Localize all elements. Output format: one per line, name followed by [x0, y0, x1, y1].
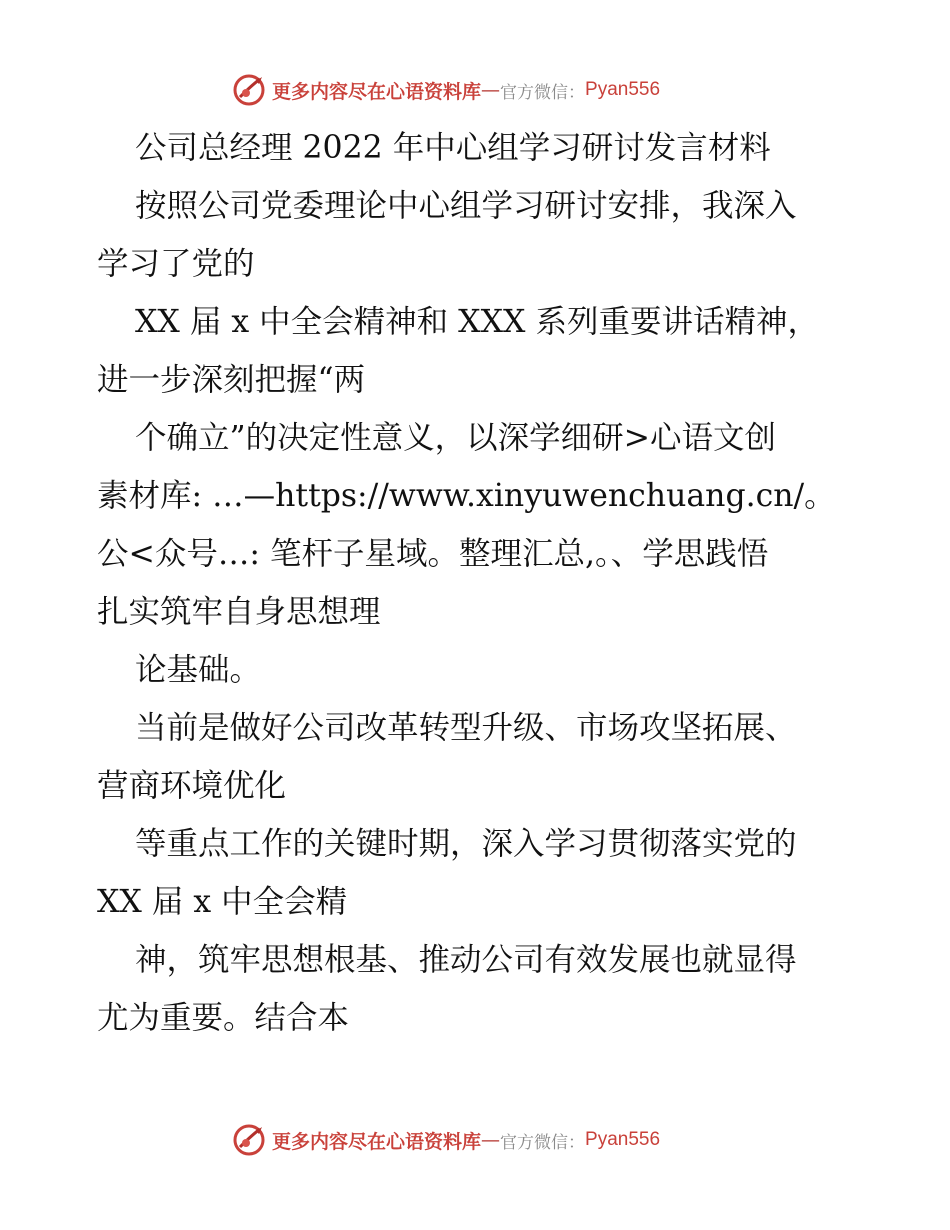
paragraph-line: 进一步深刻把握“两 [97, 362, 366, 398]
paragraph-line: 神，筑牢思想根基、推动公司有效发展也就显得 [135, 942, 797, 978]
banner-label: 官方微信： [500, 82, 586, 103]
banner-wechat-id: Pyan556 [585, 79, 661, 100]
paragraph-line: 当前是做好公司改革转型升级、市场攻坚拓展、 [135, 710, 797, 746]
paragraph-line: XX 届 x 中全会精神和 XXX 系列重要讲话精神， [135, 304, 819, 340]
banner-title: 更多内容尽在心语资料库 [272, 1130, 482, 1153]
banner-wechat-id: Pyan556 [585, 1129, 661, 1150]
footer-banner [232, 1120, 660, 1160]
paragraph-line: 尤为重要。结合本 [97, 1000, 350, 1036]
paragraph-line: 扎实筑牢自身思想理 [97, 594, 381, 630]
paragraph-line: 学习了党的 [97, 246, 255, 282]
paragraph-line: 个确立”的决定性意义，以深学细研>心语文创 [135, 420, 776, 456]
paragraph-line: 按照公司党委理论中心组学习研讨安排，我深入 [135, 188, 797, 224]
paragraph-line: 论基础。 [135, 652, 262, 688]
header-banner [232, 70, 660, 110]
brush-logo-icon [232, 73, 266, 107]
banner-title: 更多内容尽在心语资料库 [272, 80, 482, 103]
brush-logo-icon [232, 1123, 266, 1157]
paragraph-line: 营商环境优化 [97, 768, 287, 804]
paragraph-line: 素材库: …—https://www.xinyuwenchuang.cn/。 [97, 478, 836, 514]
paragraph-line: 等重点工作的关键时期，深入学习贯彻落实党的 [135, 826, 797, 862]
banner-label: 官方微信： [500, 1132, 586, 1153]
banner-separator: — [481, 79, 501, 101]
paragraph-line: 公<众号…: 笔杆子星域。整理汇总,。、学思践悟 [97, 536, 769, 572]
banner-separator: — [481, 1129, 501, 1151]
paragraph-line: XX 届 x 中全会精 [97, 884, 348, 920]
document-title: 公司总经理 2022 年中心组学习研讨发言材料 [135, 130, 771, 166]
